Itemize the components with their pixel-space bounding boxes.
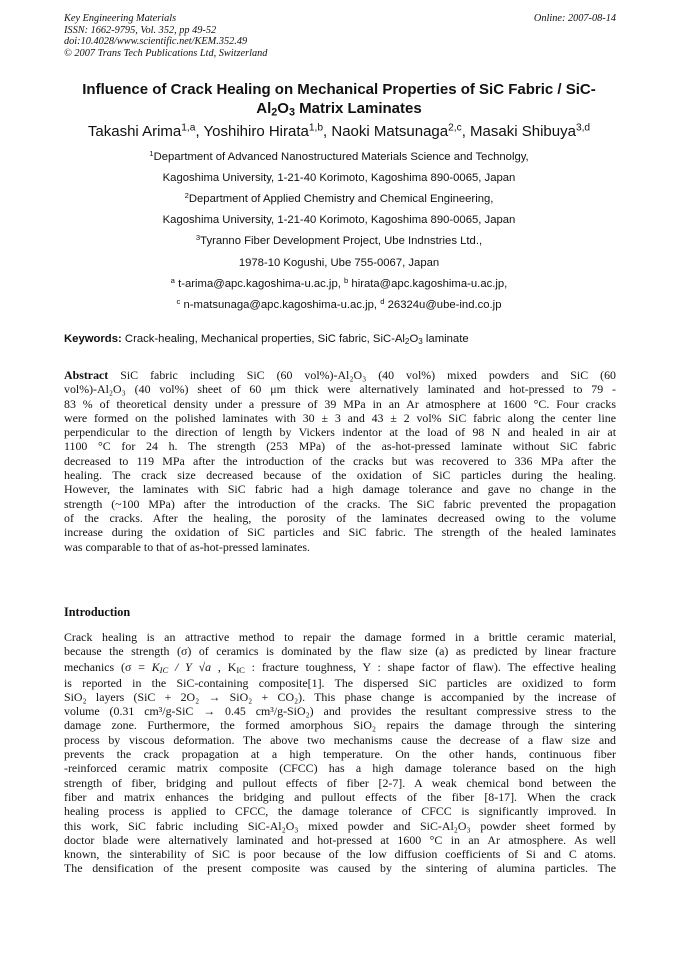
affiliation-3-line-1: $^3$Tyranno Fiber Development Project, Ube Indnstries Ltd., — [195, 232, 483, 247]
intro-line: because the strength (σ) of ceramics is dominated by the flaw size (a) as predicted by linear fracture — [64, 644, 616, 659]
intro-line: -reinforced ceramic matrix composite (CFCC) has a high damage tolerance based on the high — [64, 761, 616, 776]
intro-line: this work, SiC fabric including SiC-Al₂O₃ mixed powder and SiC-Al₂O₃ powder sheet formed by — [64, 818, 616, 833]
author-name: Masaki Shibuya — [470, 123, 576, 140]
intro-line: doctor blade were alternatively laminated and hot-pressed at 1600 °C in an Ar atmosphere. As well — [64, 832, 616, 847]
affiliation-1-line-2: Kagoshima University, 1-21-40 Korimoto, Kagoshima 890-0065, Japan — [162, 172, 516, 184]
title-line-2: $Al_2O_3$ Matrix Laminates — [256, 100, 422, 119]
intro-line: Crack healing is an attractive method to repair the damage formed in a brittle ceramic material, — [64, 630, 616, 644]
author-name: Naoki Matsunaga — [331, 123, 449, 140]
abstract-line: strength (~100 MPa) after the introduction of the cracks. The SiC fabric prevented the propagation — [64, 496, 616, 511]
doi-line: doi:10.4028/www.scientific.net/KEM.352.49 — [64, 36, 248, 48]
intro-line: prevents the crack propagation at a high temperature. On the other hands, continuous fiber — [64, 747, 616, 762]
email-line-1: $^a$ t-arima@apc.kagoshima-u.ac.jp, $^b$ hirata@apc.kagoshima-u.ac.jp, — [170, 275, 508, 290]
abstract-line: of the cracks. After the healing, the porosity of the laminates decreased owing to the volume — [64, 510, 616, 525]
abstract-line: However, the laminates with SiC fabric had a high damage tolerance and gave no change in the — [64, 482, 616, 497]
intro-line: process by viscous deformation. The above two mechanisms cause the decrease of a flaw size and — [64, 732, 616, 747]
title-line-1: Influence of Crack Healing on Mechanical Properties of SiC Fabric / SiC- — [82, 81, 596, 98]
intro-line: strength of fiber, bridging and pullout effects of fiber [2-7]. A weak chemical bond between the — [64, 775, 616, 790]
abstract-line: vol%)-Al₂O₃ (40 vol%) sheet of 60 μm thick were alternatively laminated and hot-pressed to 79 - — [64, 382, 616, 397]
affiliation-3-line-2: 1978-10 Kogushi, Ube 755-0067, Japan — [238, 257, 440, 269]
abstract-label: Abstract — [64, 368, 109, 382]
abstract-line: were formed on the polished laminates with 30 ± 3 and 43 ± 2 vol% SiC fabric along the center line — [64, 410, 616, 425]
intro-line: fiber and matrix enhances the bridging and pullout effects of the fiber [8-17]. When the crack — [64, 789, 616, 804]
abstract-line: healing. The crack size decreased because of the oxidation of SiC particles during the healing. — [64, 468, 616, 483]
author-name: Takashi Arima — [87, 123, 182, 140]
keywords-label: Keywords: — [64, 333, 122, 345]
abstract-line: decreased to 119 MPa after the introduction of the cracks but was recovered to 336 MPa after the — [64, 453, 616, 468]
abstract-line: 1100 °C for 24 h. The strength (253 MPa) of the as-hot-pressed laminate without SiC fabric — [64, 439, 616, 454]
author-list: Takashi Arima$^{1,a}$, Yoshihiro Hirata$^{1,b}$, Naoki Matsunaga$^{2,c}$, Masaki Shibuya$^{3,d}$ — [87, 122, 591, 140]
copyright-line: © 2007 Trans Tech Publications Ltd, Switzerland — [64, 47, 268, 59]
affiliation-1-line-1: $^1$Department of Advanced Nanostructured Materials Science and Technolgy, — [149, 148, 529, 163]
abstract-line: increase during the oxidation of SiC particles and SiC fabric. The strength of the healed laminates — [64, 525, 616, 540]
journal-name: Key Engineering Materials — [64, 13, 177, 24]
intro-line: known, the sinterability of SiC is poor because of the low diffusion coefficients of Si and C atoms. — [64, 847, 616, 862]
section-heading-introduction: Introduction — [64, 605, 131, 619]
abstract — [64, 368, 616, 554]
online-date: Online: 2007-08-14 — [533, 13, 616, 24]
abstract-line: perpendicular to the direction of length by Vickers indentor at the load of 98 N and healed in air at — [64, 425, 616, 440]
abstract-line: was comparable to that of as-hot-pressed laminates. — [64, 539, 310, 554]
strength-formula: $K_{IC}$ / Y √a — [151, 659, 212, 675]
introduction-body — [64, 630, 616, 876]
intro-line: healing process is applied to CFCC, the damage tolerance of CFCC is significantly improved. In — [64, 804, 616, 819]
abstract-line: 83 % of theoretical density under a pressure of 39 MPa in an Ar atmosphere at 1600 °C. Four cracks — [64, 396, 616, 411]
email-line-2: $^c$ n-matsunaga@apc.kagoshima-u.ac.jp, $^d$ 26324u@ube-ind.co.jp — [176, 296, 502, 311]
intro-line: The densification of the present composite was caused by the sintering of alumina particles. The — [64, 861, 616, 876]
abstract-line: Abstract SiC fabric including SiC (60 vol%)-Al₂O₃ (40 vol%) mixed powders and SiC (60 — [64, 368, 616, 382]
affiliation-2-line-2: Kagoshima University, 1-21-40 Korimoto, Kagoshima 890-0065, Japan — [162, 214, 516, 226]
keywords: Keywords: Crack-healing, Mechanical properties, SiC fabric, SiC-$Al_2O_3$ laminate — [64, 333, 469, 347]
intro-line: volume (0.31 cm³/g-SiC → 0.45 cm³/g-SiO₂) and provides the resultant compressive stress to the — [64, 704, 616, 719]
affiliation-2-line-1: $^2$Department of Applied Chemistry and Chemical Engineering, — [184, 190, 494, 205]
author-name: Yoshihiro Hirata — [203, 123, 309, 140]
intro-line: is reported in the SiC-containing composite[1]. The dispersed SiC particles are oxidized to form — [64, 675, 616, 690]
paper-title — [60, 80, 618, 118]
intro-line: damage zone. Furthermore, the formed amorphous SiO₂ repairs the damage through the sintering — [64, 718, 616, 733]
intro-line: mechanics ($\sigma = K_{IC} / Y$ √a , $K_{IC}$ : fracture toughness, Y : shape factor of flaw). The effective healing — [64, 659, 616, 675]
intro-line: SiO₂ layers (SiC + 2O₂ → SiO₂ + CO₂). This phase change is accompanied by the increase of — [64, 689, 616, 704]
issn-line: ISSN: 1662-9795, Vol. 352, pp 49-52 — [64, 24, 217, 36]
journal-header — [64, 13, 616, 59]
